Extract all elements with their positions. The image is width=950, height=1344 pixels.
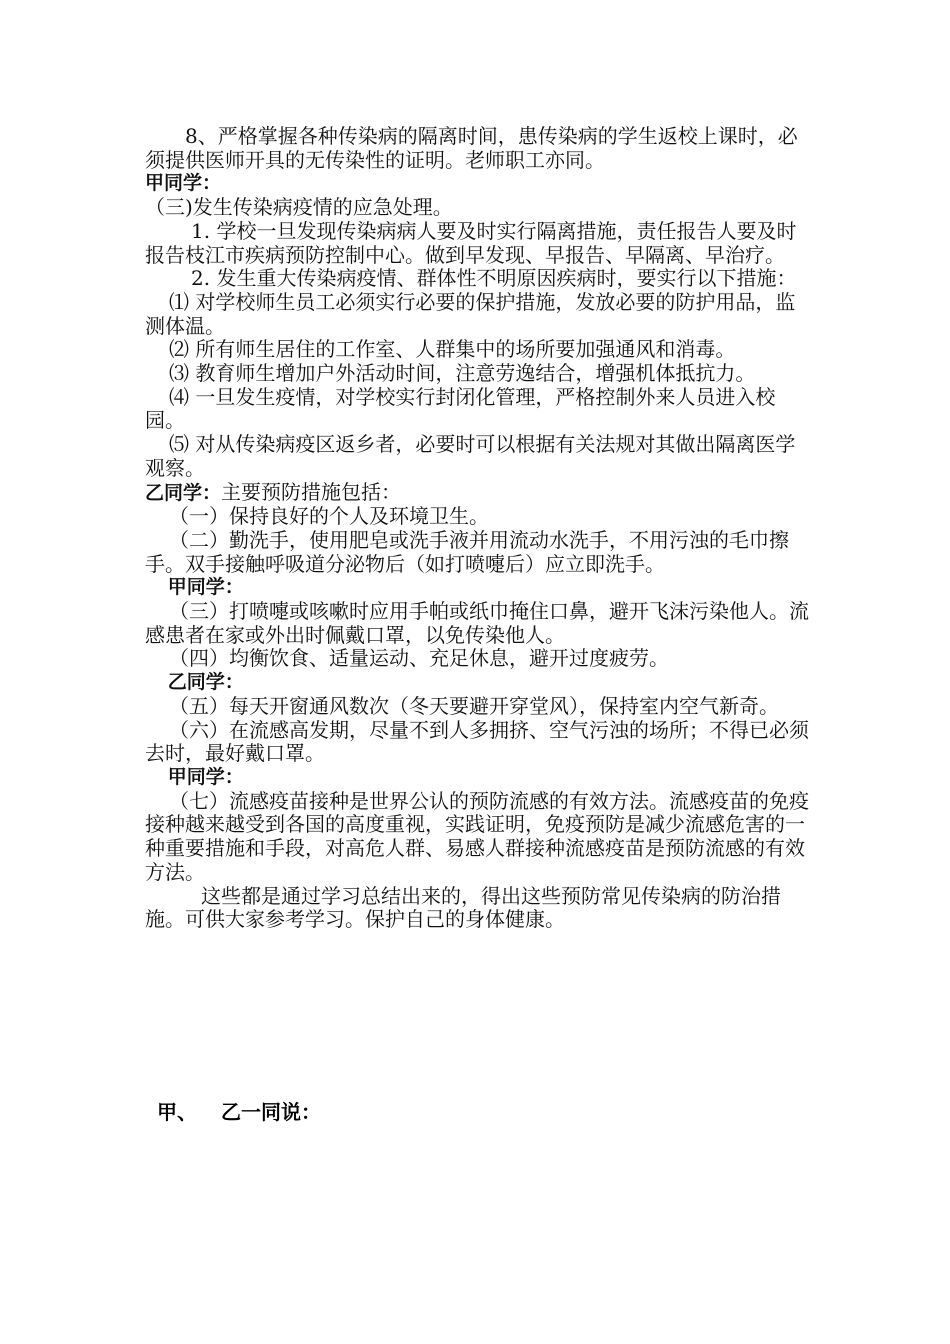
measure-1: ⑴ 对学校师生员工必须实行必要的保护措施，发放必要的防护用品，监测体温。 [145, 289, 796, 338]
closing-speaker-a: 甲、 [157, 1100, 197, 1124]
speaker-b-heading-2: 乙同学： [167, 671, 244, 694]
measure-5: ⑸ 对从传染病疫区返乡者，必要时可以根据有关法规对其做出隔离医学观察。 [145, 432, 796, 480]
speaker-a-heading: 甲同学： [145, 172, 222, 195]
speaker-b-intro [145, 481, 815, 506]
measure-3: ⑶ 教育师生增加户外活动时间，注意劳逸结合，增强机体抵抗力。 [169, 361, 756, 386]
prevention-3: （三）打喷嚏或咳嗽时应用手帕或纸巾掩住口鼻，避开飞沫污染他人。流感患者在家或外出时佩戴口罩，以免传染他人。 [145, 599, 809, 647]
speaker-a-heading-2: 甲同学： [167, 576, 244, 599]
speaker-b-text: 主要预防措施包括： [221, 479, 402, 504]
speaker-a-heading-3: 甲同学： [167, 765, 244, 788]
closing-speaker-b: 乙一同说： [221, 1100, 321, 1124]
section-3-heading: （三)发生传染病疫情的应急处理。 [145, 195, 453, 220]
document-body [145, 125, 815, 932]
paragraph-1: 1. 学校一旦发现传染病病人要及时实行隔离措施，责任报告人要及时报告枝江市疾病预防控制中心。做到早发现、早报告、早隔离、早治疗。 [145, 218, 797, 267]
prevention-5: （五）每天开窗通风数次（冬天要避开穿堂风），保持室内空气新奇。 [169, 693, 779, 718]
prevention-6: （六）在流感高发期，尽量不到人多拥挤、空气污浊的场所；不得已必须去时，最好戴口罩。 [145, 717, 809, 766]
summary-paragraph: 这些都是通过学习总结出来的，得出这些预防常见传染病的防治措施。可供大家参考学习。保护自己的身体健康。 [145, 883, 781, 932]
prevention-7: （七）流感疫苗接种是世界公认的预防流感的有效方法。流感疫苗的免疫接种越来越受到各国的高度重视，实践证明，免疫预防是减少流感危害的一种重要措施和手段，对高危人群、易感人群接种流感疫苗是预防流感的有效方法。 [145, 788, 809, 884]
paragraph-8: 8、严格掌握各种传染病的隔离时间，患传染病的学生返校上课时，必须提供医师开具的无传染性的证明。老师职工亦同。 [145, 124, 798, 172]
prevention-1: （一）保持良好的个人及环境卫生。 [169, 504, 489, 529]
measure-2: ⑵ 所有师生居住的工作室、人群集中的场所要加强通风和消毒。 [169, 337, 736, 362]
prevention-4: （四）均衡饮食、适量运动、充足休息，避开过度疲劳。 [169, 646, 669, 671]
closing-line [157, 1096, 345, 1125]
paragraph-2: 2. 发生重大传染病疫情、群体性不明原因疾病时，要实行以下措施： [191, 266, 797, 291]
prevention-2: （二）勤洗手，使用肥皂或洗手液并用流动水洗手，不用污浊的毛巾擦手。双手接触呼吸道分泌物后（如打喷嚏后）应立即洗手。 [145, 527, 789, 576]
measure-4: ⑷ 一旦发生疫情，对学校实行封闭化管理，严格控制外来人员进入校园。 [145, 384, 776, 433]
speaker-b-heading: 乙同学： [145, 481, 222, 504]
